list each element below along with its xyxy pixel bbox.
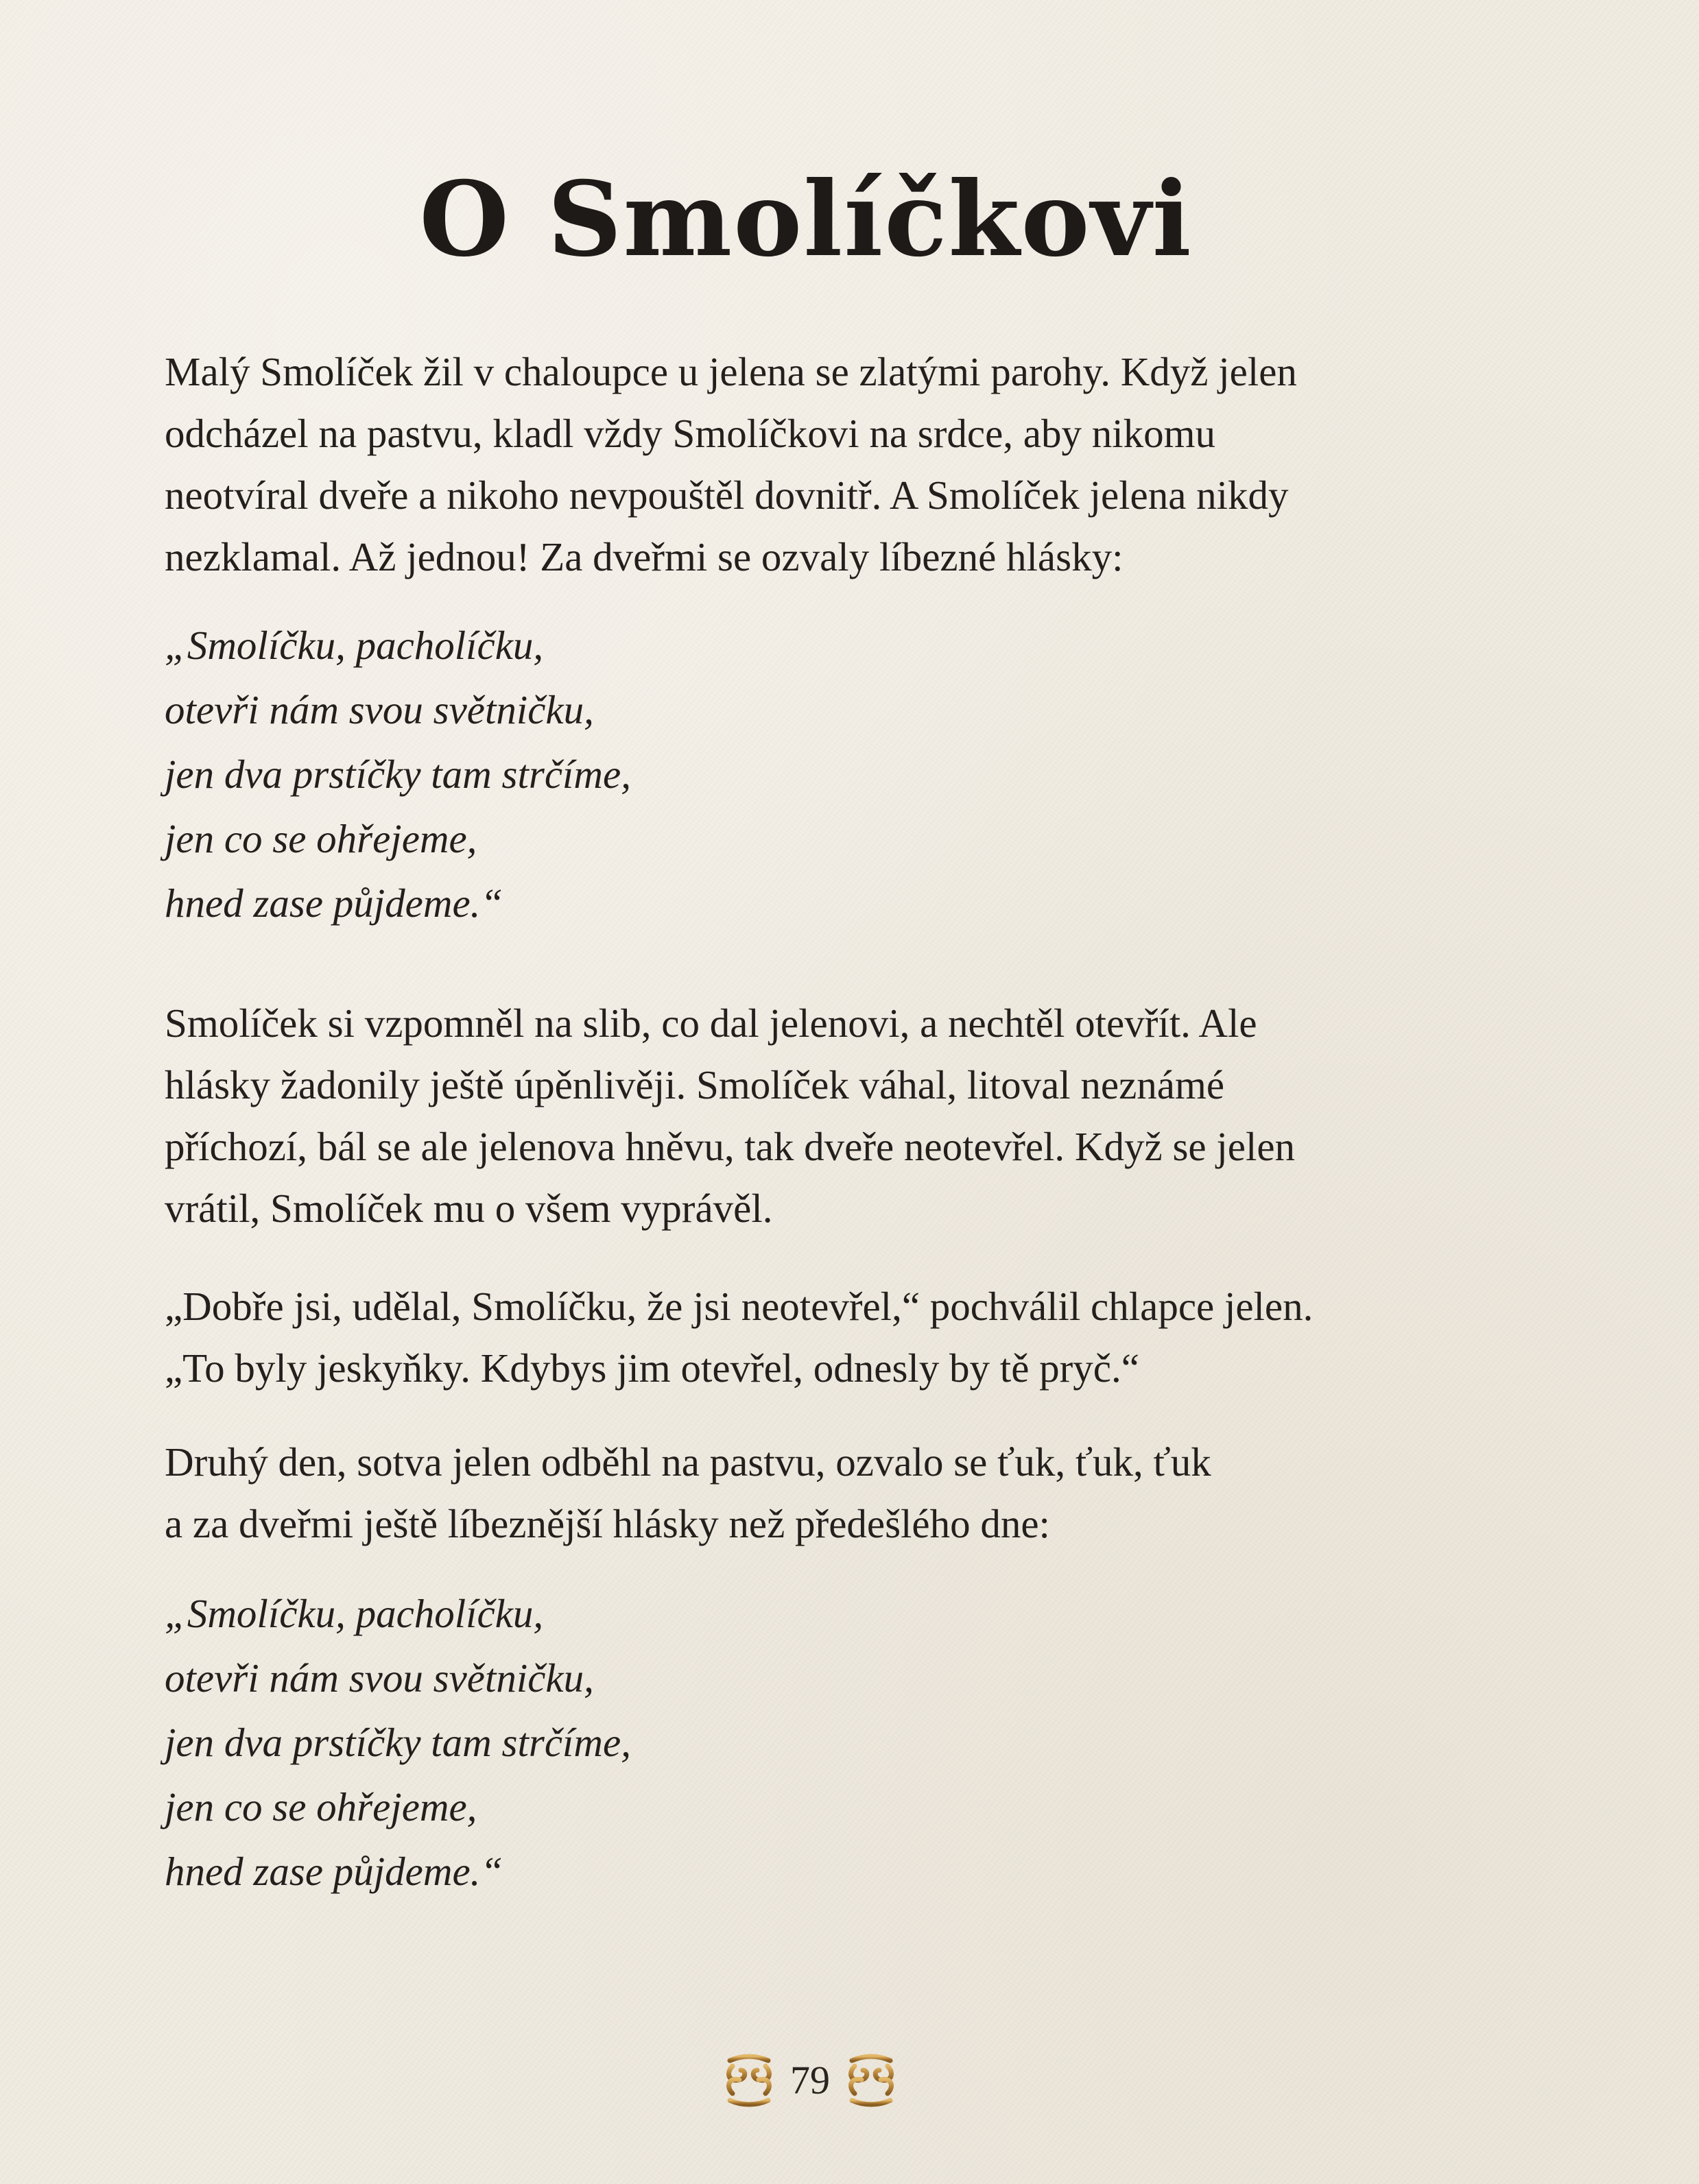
text-line: neotvíral dveře a nikoho nevpouštěl dovnitř. A Smolíček jelena nikdy — [165, 472, 1289, 518]
text-line: příchozí, bál se ale jelenova hněvu, tak dveře neotevřel. Když se jelen — [165, 1124, 1296, 1169]
verse-line: „Smolíčku, pacholíčku, — [165, 1591, 544, 1636]
verse-line: hned zase půjdeme.“ — [165, 880, 503, 926]
verse-line: otevři nám svou světničku, — [165, 1655, 594, 1701]
gold-flourish-icon — [845, 2052, 897, 2107]
text-line: vrátil, Smolíček mu o všem vyprávěl. — [165, 1186, 773, 1231]
page-number: 79 — [790, 2057, 830, 2102]
text-line: a za dveřmi ještě líbeznější hlásky než předešlého dne: — [165, 1501, 1050, 1546]
page-title: O Smolíčkovi — [419, 159, 1193, 280]
verse-line: jen co se ohřejeme, — [165, 816, 477, 861]
paragraph-promise — [165, 992, 1550, 1239]
gold-flourish-icon — [723, 2052, 775, 2107]
verse-line: hned zase půjdeme.“ — [165, 1849, 503, 1894]
text-line: hlásky žadonily ještě úpěnlivěji. Smolíček váhal, litoval neznámé — [165, 1062, 1225, 1107]
text-line: Druhý den, sotva jelen odběhl na pastvu, ozvalo se ťuk, ťuk, ťuk — [165, 1439, 1211, 1485]
text-line: odcházel na pastvu, kladl vždy Smolíčkovi na srdce, aby nikomu — [165, 411, 1215, 456]
verse-first — [165, 613, 1550, 935]
page-footer — [0, 2049, 1620, 2111]
paragraph-next-day — [165, 1431, 1550, 1555]
verse-line: „Smolíčku, pacholíčku, — [165, 623, 544, 668]
text-line: „To byly jeskyňky. Kdybys jim otevřel, odnesly by tě pryč.“ — [165, 1345, 1139, 1391]
text-line: Malý Smolíček žil v chaloupce u jelena se zlatými parohy. Když jelen — [165, 349, 1297, 394]
verse-line: jen dva prstíčky tam strčíme, — [165, 752, 631, 797]
paragraph-intro — [165, 341, 1550, 588]
verse-second — [165, 1581, 1550, 1904]
paragraph-praise — [165, 1275, 1550, 1399]
verse-line: otevři nám svou světničku, — [165, 687, 594, 732]
text-line: „Dobře jsi, udělal, Smolíčku, že jsi neotevřel,“ pochválil chlapce jelen. — [165, 1284, 1314, 1329]
verse-line: jen co se ohřejeme, — [165, 1784, 477, 1829]
verse-line: jen dva prstíčky tam strčíme, — [165, 1720, 631, 1765]
text-line: nezklamal. Až jednou! Za dveřmi se ozvaly líbezné hlásky: — [165, 534, 1124, 579]
text-line: Smolíček si vzpomněl na slib, co dal jelenovi, a nechtěl otevřít. Ale — [165, 1000, 1257, 1046]
